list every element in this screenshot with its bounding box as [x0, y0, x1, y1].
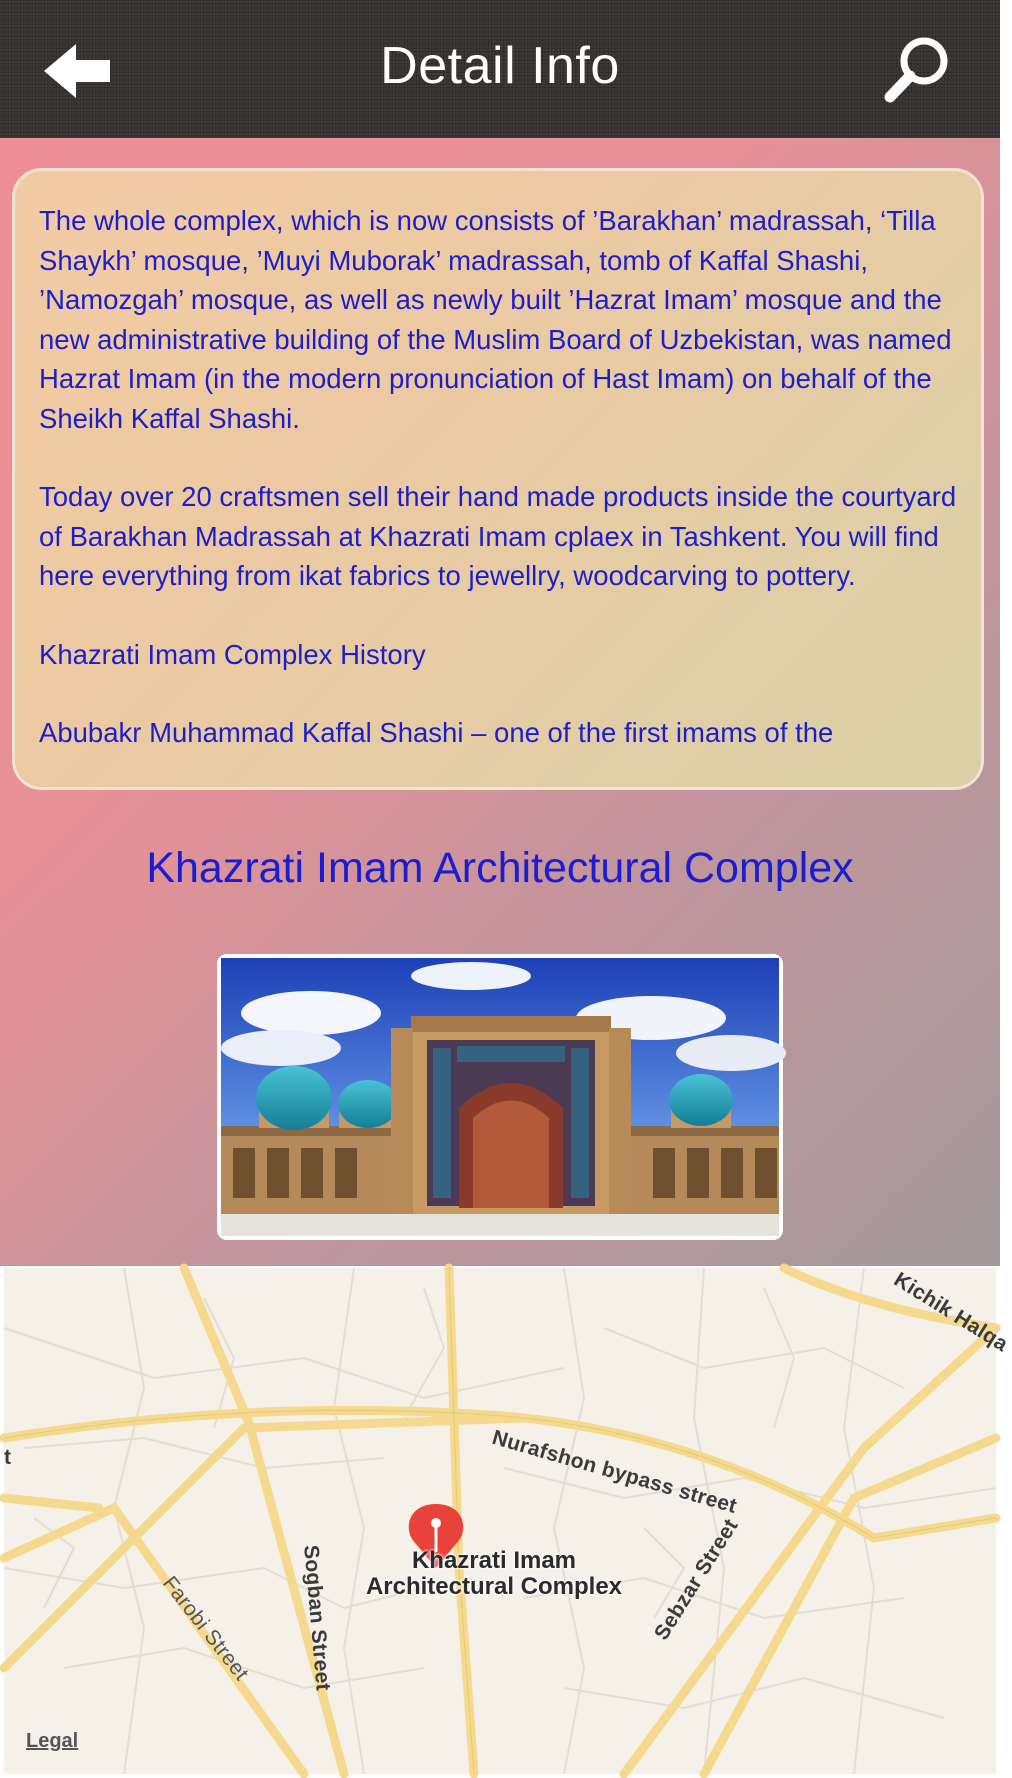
- navigation-bar: [0, 0, 1000, 138]
- street-label-sogban: Sogban Street: [299, 1544, 335, 1692]
- street-label-farobi: Farobi Street: [157, 1572, 254, 1685]
- description-paragraph: Abubakr Muhammad Kaffal Shashi – one of the first imams of the: [39, 717, 834, 748]
- street-label-kichik: Kichik Halqa: [889, 1268, 1012, 1357]
- search-icon: [880, 34, 952, 106]
- description-card[interactable]: [12, 168, 984, 790]
- location-map[interactable]: [4, 1268, 1012, 1774]
- pin-label-line2: Architectural Complex: [365, 1573, 623, 1600]
- place-photo[interactable]: [217, 954, 783, 1240]
- description-paragraph: The whole complex, which is now consists of ’Barakhan’ madrassah, ‘Tilla Shaykh’ mosque, ’Muyi Muborak’ madrassah, tomb of Kaffal Shashi, ’Namozgah’ mosque, as well as newly built ’Hazrat Imam’ mosque and the new administrative building of the Muslim Board of Uzbekistan, was named Hazrat Imam (in the modern pronunciation of Hast Imam) on behalf of the Sheikh Kaffal Shashi.: [39, 205, 952, 434]
- street-label-edge: t: [4, 1446, 12, 1469]
- description-paragraph: Khazrati Imam Complex History: [39, 638, 426, 670]
- map-streets: [4, 1268, 996, 1774]
- place-title: Khazrati Imam Architectural Complex: [146, 844, 854, 892]
- architectural-complex-image: [221, 958, 779, 1236]
- search-button[interactable]: [880, 34, 952, 106]
- legal-link[interactable]: Legal: [26, 1730, 79, 1752]
- map-pin-label: [294, 1548, 694, 1600]
- pin-label-line1: Khazrati Imam: [411, 1547, 577, 1574]
- street-label-sebzar: Sebzar Street: [650, 1514, 743, 1645]
- street-label-nurafshon: Nurafshon bypass street: [489, 1426, 740, 1518]
- detail-content: [0, 138, 1000, 1266]
- description-paragraph: Today over 20 craftsmen sell their hand made products inside the courtyard of Barakhan Madrassah at Khazrati Imam cplaex in Tashkent. You will find here everything from ikat fabrics to jewellry, woodcarving to pottery.: [39, 481, 957, 591]
- page-title: Detail Info: [380, 37, 620, 95]
